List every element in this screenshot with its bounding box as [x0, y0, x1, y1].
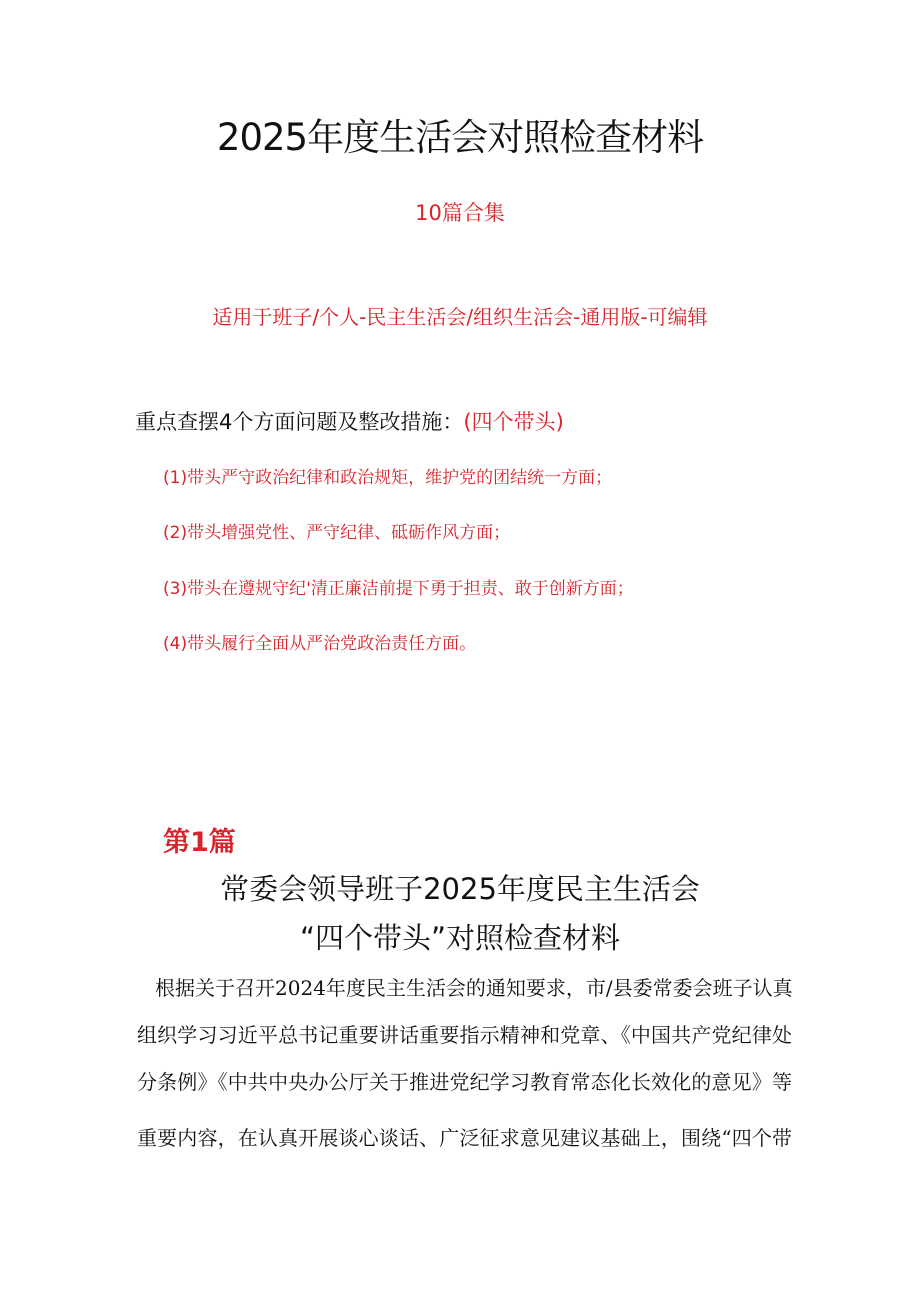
body-paragraph-line-1: 根据关于召开2024年度民主生活会的通知要求，市/县委常委会班子认真: [155, 976, 793, 1000]
body-paragraph-line-2: 组织学习习近平总书记重要讲话重要指示精神和党章、《中国共产党纪律处: [137, 1023, 792, 1047]
body-paragraph-line-3: 分条例》《中共中央办公厅关于推进党纪学习教育常态化长效化的意见》等: [137, 1070, 792, 1094]
applicability-note: 适用于班子/个人-民主生活会/组织生活会-通用版-可编辑: [212, 305, 708, 329]
body-paragraph-line-4: 重要内容，在认真开展谈心谈话、广泛征求意见建议基础上，围绕“四个带: [137, 1126, 792, 1150]
section-label: 第1篇: [163, 827, 236, 858]
document-title: 2025年度生活会对照检查材料: [216, 116, 704, 159]
focus-item-1: (1)带头严守政治纪律和政治规矩，维护党的团结统一方面；: [163, 468, 613, 488]
focus-intro: 重点查摆4个方面问题及整改措施：: [135, 410, 464, 434]
focus-item-4: (4)带头履行全面从严治党政治责任方面。: [163, 634, 477, 654]
section-title-line-2: “四个带头”对照检查材料: [299, 921, 621, 955]
collection-subtitle: 10篇合集: [415, 201, 505, 225]
focus-item-3: (3)带头在遵规守纪'清正廉洁前提下勇于担责、敢于创新方面；: [163, 579, 634, 599]
focus-highlight: (四个带头): [463, 410, 564, 434]
section-title-line-1: 常委会领导班子2025年度民主生活会: [220, 872, 700, 906]
focus-item-2: (2)带头增强党性、严守纪律、砥砺作风方面；: [163, 523, 511, 543]
focus-heading: [135, 406, 564, 438]
